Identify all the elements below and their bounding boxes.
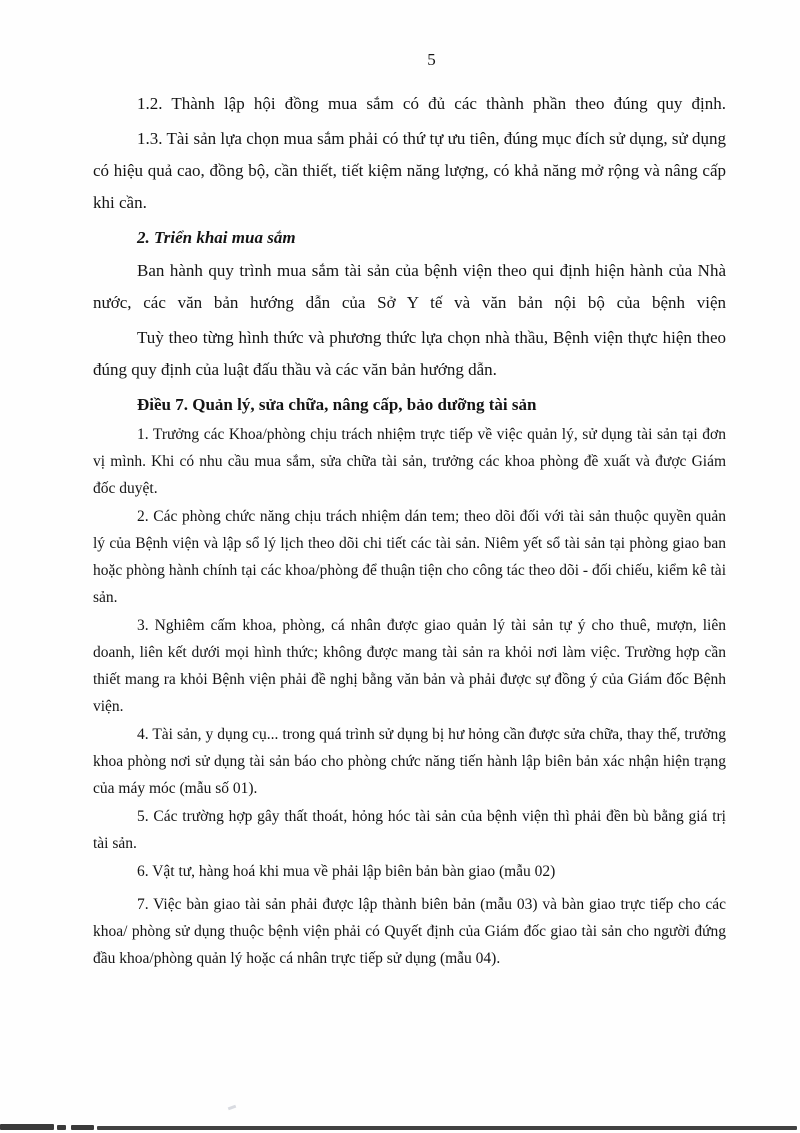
- page-number: 5: [427, 50, 436, 69]
- paragraph: 6. Vật tư, hàng hoá khi mua về phải lập biên bản bàn giao (mẫu 02): [137, 863, 556, 880]
- document-body: [93, 88, 726, 972]
- paragraph: 3. Nghiêm cấm khoa, phòng, cá nhân được giao quản lý tài sản tự ý cho thuê, mượn, liên doanh, liên kết dưới mọi hình thức; không được mang tài sản ra khỏi nơi làm việc. Trường hợp cần thiết mang ra khỏi Bệnh viện phải đề nghị bằng văn bản và phải được sự đồng ý của Giám đốc Bệnh viện.: [93, 617, 726, 715]
- paragraph: 2. Các phòng chức năng chịu trách nhiệm dán tem; theo dõi đối với tài sản thuộc quyền quản lý của Bệnh viện và lập sổ lý lịch theo dõi chi tiết các tài sản. Niêm yết sổ tài sản tại phòng giao ban hoặc phòng hành chính tại các khoa/phòng để thuận tiện cho công tác theo dõi - đối chiếu, kiểm kê tài sản.: [93, 508, 726, 606]
- paragraph: 5. Các trường hợp gây thất thoát, hỏng hóc tài sản của bệnh viện thì phải đền bù bằng giá trị tài sản.: [93, 808, 726, 852]
- paragraph: 1.2. Thành lập hội đồng mua sắm có đủ các thành phần theo đúng quy định.: [137, 94, 726, 113]
- paragraph: 4. Tài sản, y dụng cụ... trong quá trình sử dụng bị hư hỏng cần được sửa chữa, thay thế, trưởng khoa phòng nơi sử dụng tài sản báo cho phòng chức năng tiến hành lập biên bản xác nhận hiện trạng của máy móc (mẫu số 01).: [93, 726, 726, 797]
- scan-edge-artifact: [97, 1126, 797, 1130]
- paragraph: 7. Việc bàn giao tài sản phải được lập thành biên bản (mẫu 03) và bàn giao trực tiếp cho các khoa/ phòng sử dụng thuộc bệnh viện phải có Quyết định của Giám đốc giao tài sản cho người đứng đầu khoa/phòng quản lý hoặc cá nhân trực tiếp sử dụng (mẫu 04).: [93, 896, 726, 967]
- paragraph: 1. Trưởng các Khoa/phòng chịu trách nhiệm trực tiếp về việc quản lý, sử dụng tài sản tại đơn vị mình. Khi có nhu cầu mua sắm, sửa chữa tài sản, trưởng các khoa phòng đề xuất và được Giám đốc duyệt.: [93, 426, 726, 497]
- scan-speck: [228, 1105, 237, 1111]
- scan-edge-artifact: [0, 1124, 54, 1130]
- scan-edge-artifact: [57, 1125, 66, 1130]
- section-heading: Điều 7. Quản lý, sửa chữa, nâng cấp, bảo dưỡng tài sản: [137, 395, 537, 414]
- paragraph: Tuỳ theo từng hình thức và phương thức lựa chọn nhà thầu, Bệnh viện thực hiện theo đúng quy định của luật đấu thầu và các văn bản hướng dẫn.: [93, 328, 726, 379]
- section-heading: 2. Triển khai mua sắm: [137, 228, 296, 247]
- paragraph: Ban hành quy trình mua sắm tài sản của bệnh viện theo qui định hiện hành của Nhà nước, các văn bản hướng dẫn của Sở Y tế và văn bản nội bộ của bệnh viện: [93, 261, 726, 312]
- paragraph: 1.3. Tài sản lựa chọn mua sắm phải có thứ tự ưu tiên, đúng mục đích sử dụng, sử dụng có hiệu quả cao, đồng bộ, cần thiết, tiết kiệm năng lượng, có khả năng mở rộng và nâng cấp khi cần.: [93, 129, 726, 212]
- scan-edge-artifact: [71, 1125, 94, 1130]
- document-content: [93, 48, 726, 973]
